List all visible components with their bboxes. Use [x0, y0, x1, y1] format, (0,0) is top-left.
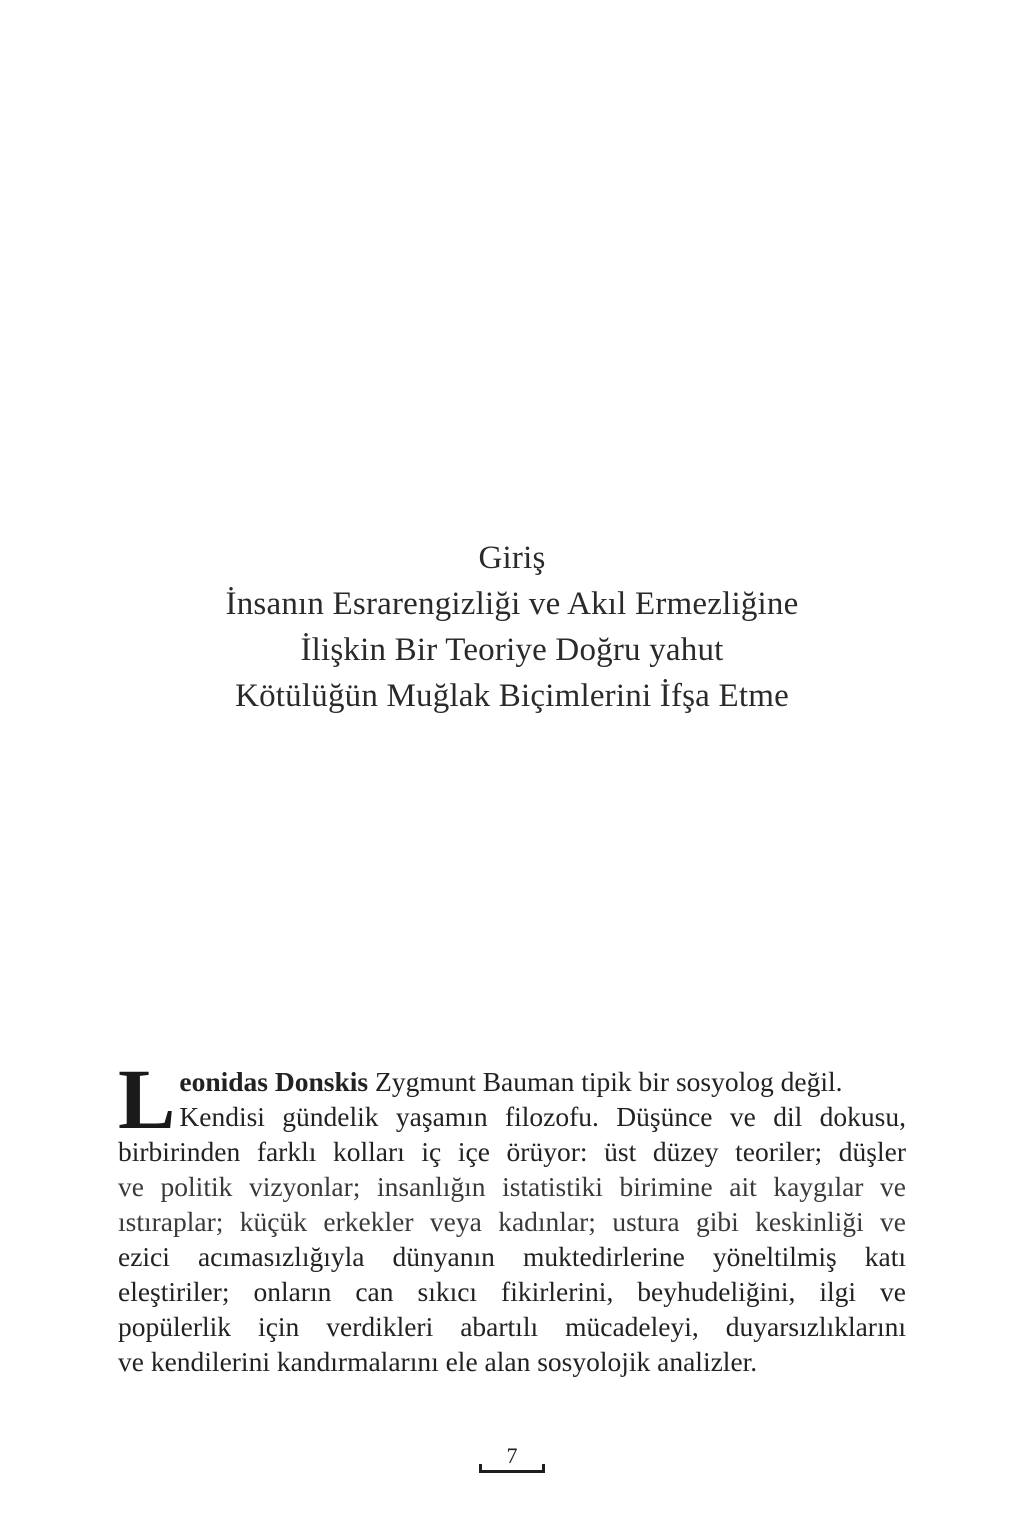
- chapter-title-line-1: İnsanın Esrarengizliği ve Akıl Ermezliğine: [225, 586, 799, 622]
- chapter-heading: [0, 535, 1024, 719]
- first-line-text: Zygmunt Bauman tipik bir sosyolog değil.: [368, 1066, 843, 1097]
- chapter-label: Giriş: [478, 540, 546, 576]
- page-number: 7: [506, 1443, 518, 1468]
- paragraph-line-2: Kendisi gündelik yaşamın filozofu. Düşünce ve dil dokusu,: [179, 1101, 906, 1132]
- page-number-bracket: [479, 1470, 545, 1473]
- chapter-title-line-3: Kötülüğün Muğlak Biçimlerini İfşa Etme: [235, 678, 789, 714]
- paragraph-line-9: ve kendilerini kandırmalarını ele alan sosyolojik analizler.: [118, 1346, 758, 1377]
- paragraph-line-6: ezici acımasızlığıyla dünyanın muktedirlerine yöneltilmiş katı: [118, 1241, 906, 1272]
- paragraph-line-4: ve politik vizyonlar; insanlığın istatistiki birimine ait kaygılar ve: [118, 1171, 906, 1202]
- paragraph-line-3: birbirinden farklı kolları iç içe örüyor: üst düzey teoriler; düşler: [118, 1136, 906, 1167]
- author-name: eonidas Donskis: [179, 1066, 369, 1097]
- page-footer: [479, 1444, 545, 1472]
- body-paragraph: [118, 1051, 906, 1379]
- paragraph-line-1: [118, 1064, 906, 1099]
- paragraph-line-5: ıstıraplar; küçük erkekler veya kadınlar; ustura gibi keskinliği ve: [118, 1206, 906, 1237]
- paragraph-line-7: eleştiriler; onların can sıkıcı fikirlerini, beyhudeliğini, ilgi ve: [118, 1276, 906, 1307]
- drop-cap: L: [118, 1051, 176, 1147]
- chapter-title-line-2: İlişkin Bir Teoriye Doğru yahut: [300, 632, 724, 668]
- paragraph-line-8: popülerlik için verdikleri abartılı mücadeleyi, duyarsızlıklarını: [118, 1311, 906, 1342]
